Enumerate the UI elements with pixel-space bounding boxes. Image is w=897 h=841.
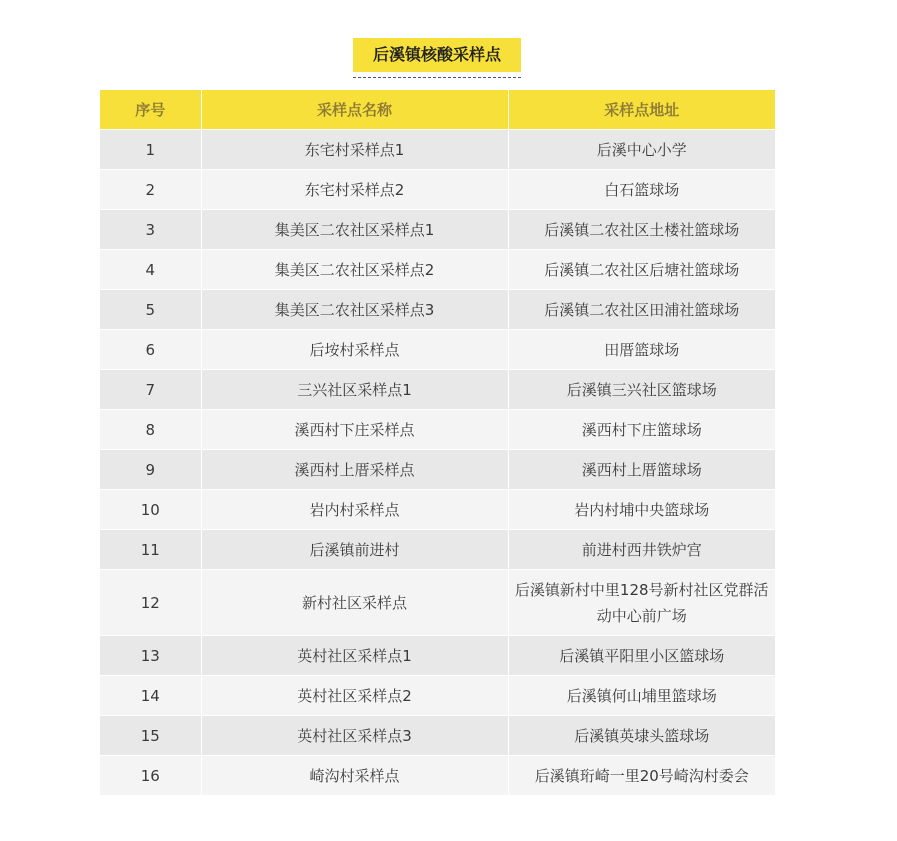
table-row	[100, 170, 775, 210]
cell-number: 1	[100, 130, 201, 170]
table-row	[100, 570, 775, 636]
cell-number: 11	[100, 530, 201, 570]
cell-site-address: 溪西村上厝篮球场	[508, 450, 775, 490]
table-row	[100, 636, 775, 676]
cell-site-name: 三兴社区采样点1	[201, 370, 508, 410]
header-site-name: 采样点名称	[201, 90, 508, 130]
cell-number: 5	[100, 290, 201, 330]
cell-site-name: 新村社区采样点	[201, 570, 508, 636]
cell-site-address: 田厝篮球场	[508, 330, 775, 370]
cell-site-address: 后溪中心小学	[508, 130, 775, 170]
cell-number: 15	[100, 716, 201, 756]
cell-site-name: 集美区二农社区采样点3	[201, 290, 508, 330]
table-header-row	[100, 90, 775, 130]
cell-site-name: 东宅村采样点2	[201, 170, 508, 210]
page-title: 后溪镇核酸采样点	[353, 38, 521, 72]
title-section	[353, 38, 521, 78]
table-row	[100, 130, 775, 170]
table-row	[100, 676, 775, 716]
cell-number: 7	[100, 370, 201, 410]
table-row	[100, 210, 775, 250]
table-row	[100, 450, 775, 490]
cell-site-name: 后溪镇前进村	[201, 530, 508, 570]
cell-site-address: 后溪镇新村中里128号新村社区党群活动中心前广场	[508, 570, 775, 636]
cell-site-name: 溪西村下庄采样点	[201, 410, 508, 450]
cell-site-name: 东宅村采样点1	[201, 130, 508, 170]
cell-site-address: 后溪镇二农社区后塘社篮球场	[508, 250, 775, 290]
cell-number: 12	[100, 570, 201, 636]
cell-site-address: 前进村西井铁炉宫	[508, 530, 775, 570]
cell-number: 2	[100, 170, 201, 210]
cell-site-name: 集美区二农社区采样点1	[201, 210, 508, 250]
cell-number: 16	[100, 756, 201, 796]
table-row	[100, 250, 775, 290]
cell-site-name: 后垵村采样点	[201, 330, 508, 370]
cell-site-address: 后溪镇英埭头篮球场	[508, 716, 775, 756]
table-row	[100, 290, 775, 330]
cell-site-address: 后溪镇平阳里小区篮球场	[508, 636, 775, 676]
cell-number: 3	[100, 210, 201, 250]
cell-site-address: 后溪镇何山埔里篮球场	[508, 676, 775, 716]
cell-number: 9	[100, 450, 201, 490]
cell-site-address: 白石篮球场	[508, 170, 775, 210]
cell-number: 6	[100, 330, 201, 370]
header-number: 序号	[100, 90, 201, 130]
cell-site-name: 岩内村采样点	[201, 490, 508, 530]
table-row	[100, 410, 775, 450]
cell-site-name: 溪西村上厝采样点	[201, 450, 508, 490]
cell-site-address: 岩内村埔中央篮球场	[508, 490, 775, 530]
cell-site-address: 溪西村下庄篮球场	[508, 410, 775, 450]
table-row	[100, 370, 775, 410]
cell-number: 10	[100, 490, 201, 530]
cell-number: 8	[100, 410, 201, 450]
cell-site-name: 英村社区采样点2	[201, 676, 508, 716]
table-row	[100, 716, 775, 756]
header-site-address: 采样点地址	[508, 90, 775, 130]
cell-site-name: 集美区二农社区采样点2	[201, 250, 508, 290]
sampling-sites-table	[100, 90, 775, 796]
cell-number: 4	[100, 250, 201, 290]
cell-number: 14	[100, 676, 201, 716]
cell-site-address: 后溪镇三兴社区篮球场	[508, 370, 775, 410]
table-row	[100, 330, 775, 370]
cell-site-name: 英村社区采样点3	[201, 716, 508, 756]
cell-number: 13	[100, 636, 201, 676]
cell-site-name: 崎沟村采样点	[201, 756, 508, 796]
cell-site-address: 后溪镇珩崎一里20号崎沟村委会	[508, 756, 775, 796]
table-row	[100, 756, 775, 796]
cell-site-address: 后溪镇二农社区田浦社篮球场	[508, 290, 775, 330]
table-row	[100, 490, 775, 530]
cell-site-address: 后溪镇二农社区土楼社篮球场	[508, 210, 775, 250]
table-row	[100, 530, 775, 570]
cell-site-name: 英村社区采样点1	[201, 636, 508, 676]
